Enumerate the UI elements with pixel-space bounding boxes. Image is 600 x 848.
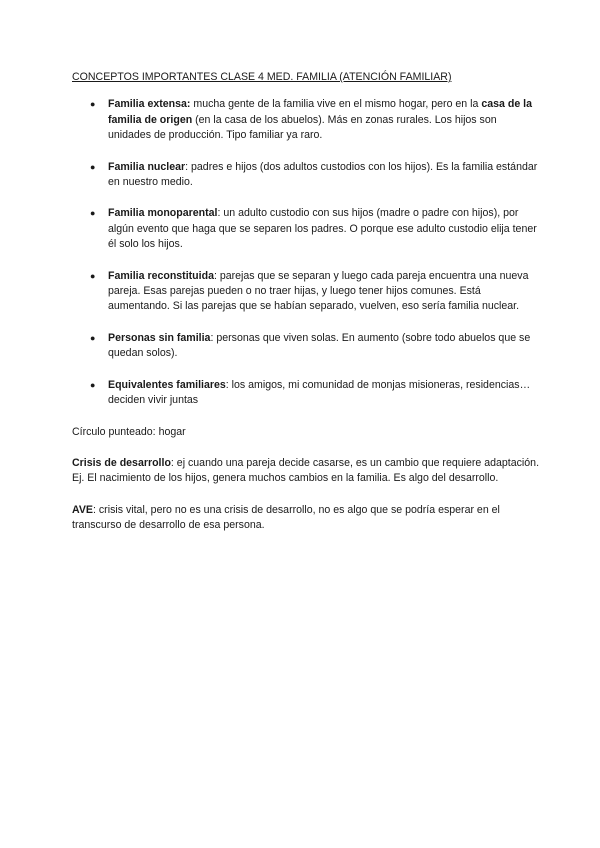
concept-text: mucha gente de la familia vive en el mismo hogar, pero en la bbox=[190, 98, 482, 111]
bullet-icon: ● bbox=[90, 161, 96, 172]
ave-term: AVE bbox=[72, 503, 93, 516]
list-item bbox=[90, 378, 540, 409]
bullet-icon: ● bbox=[90, 379, 96, 390]
concept-list bbox=[72, 97, 540, 408]
bullet-icon: ● bbox=[90, 99, 96, 110]
concept-text: : padres e hijos (dos adultos custodios con los hijos). Es la familia estándar en nuestro medio. bbox=[108, 160, 538, 189]
crisis-paragraph bbox=[72, 456, 540, 487]
concept-text: : los amigos, mi comunidad de monjas misioneras, residencias… deciden vivir juntas bbox=[108, 378, 531, 407]
list-item bbox=[90, 160, 540, 191]
concept-term: Familia extensa: bbox=[108, 98, 191, 111]
list-item bbox=[90, 269, 540, 315]
concept-term: Familia nuclear bbox=[108, 160, 186, 173]
concept-text: (en la casa de los abuelos). Más en zonas rurales. Los hijos son unidades de producción. Tipo familiar ya raro. bbox=[108, 113, 497, 142]
bullet-icon: ● bbox=[90, 332, 96, 343]
document-title: CONCEPTOS IMPORTANTES CLASE 4 MED. FAMILIA (ATENCIÓN FAMILIAR) bbox=[72, 71, 452, 83]
list-item bbox=[90, 331, 540, 362]
concept-term: Familia reconstituida bbox=[108, 269, 214, 282]
bullet-icon: ● bbox=[90, 270, 96, 281]
concept-term: Equivalentes familiares bbox=[108, 378, 226, 391]
concept-text: : un adulto custodio con sus hijos (madre o padre con hijos), por algún evento que haga que se separen los padres. O porque ese adulto custodio elija tener él solo los hijos. bbox=[108, 207, 537, 251]
bullet-icon: ● bbox=[90, 208, 96, 219]
concept-term: Familia monoparental bbox=[108, 207, 218, 220]
list-item bbox=[90, 206, 540, 252]
ave-paragraph bbox=[72, 503, 540, 534]
circulo-note: Círculo punteado: hogar bbox=[72, 425, 186, 438]
crisis-term: Crisis de desarrollo bbox=[72, 456, 171, 469]
concept-emphasis: casa de la familia de origen bbox=[108, 98, 532, 126]
concept-term: Personas sin familia bbox=[108, 331, 211, 344]
list-item bbox=[90, 97, 540, 143]
crisis-text: : ej cuando una pareja decide casarse, es un cambio que requiere adaptación. Ej. El nacimiento de los hijos, genera muchos cambios en la familia. Es algo del desarrollo. bbox=[72, 456, 540, 485]
concept-text: : personas que viven solas. En aumento (sobre todo abuelos que se quedan solos). bbox=[108, 331, 531, 360]
concept-text: : parejas que se separan y luego cada pareja encuentra una nueva pareja. Esas parejas pueden o no traer hijas, y luego tener hijos comunes. Está aumentando. Si las parejas que se habían separado, vuelven, eso sería familia nuclear. bbox=[108, 269, 529, 313]
ave-text: : crisis vital, pero no es una crisis de desarrollo, no es algo que se podría esperar en el transcurso de desarrollo de esa persona. bbox=[72, 503, 500, 532]
